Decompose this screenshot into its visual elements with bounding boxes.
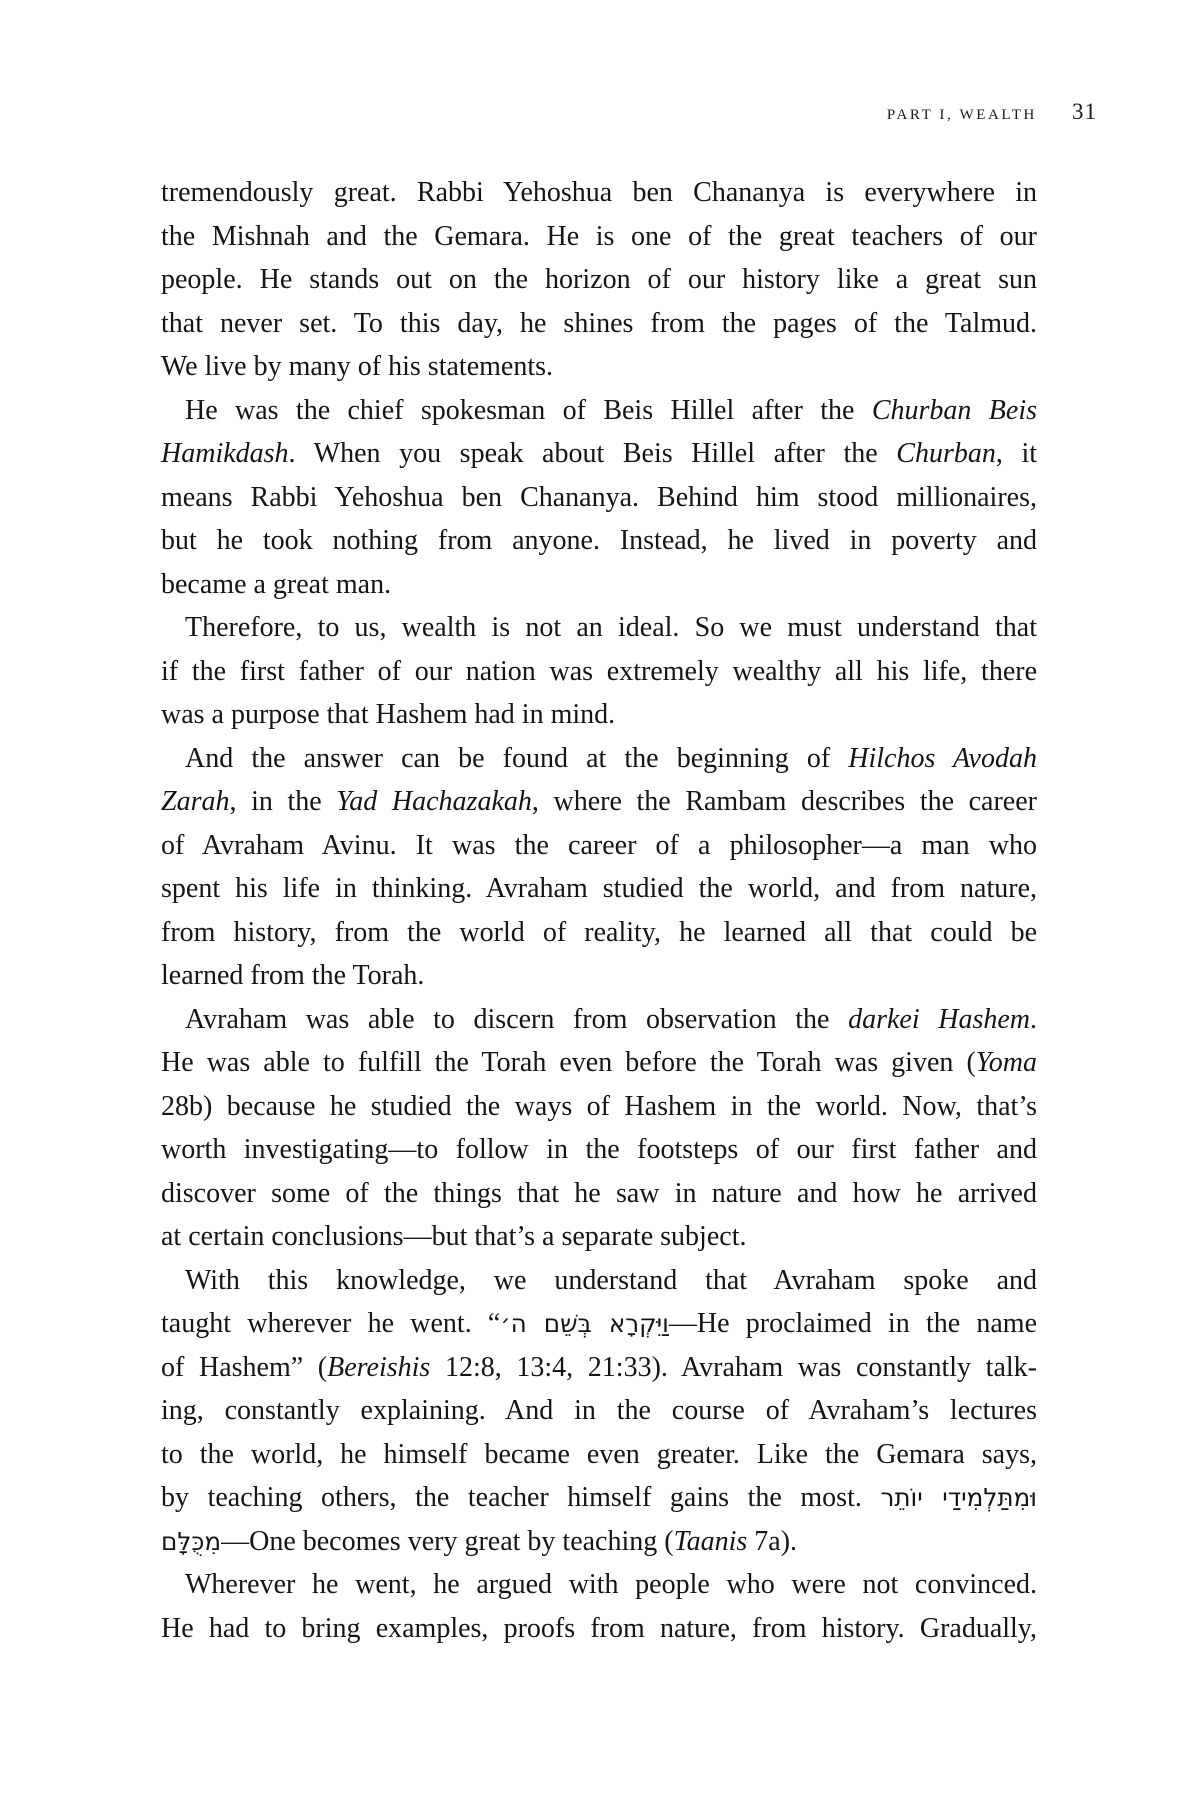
text-line [161,519,1037,563]
text-run: the Mishnah and the Gemara. He is one of the great teachers of our [161,220,1037,252]
text-run: , where the Rambam describes the career [531,786,1037,817]
text-run: learned from the Torah. [161,960,425,991]
text-line [161,302,1037,346]
text-line [161,780,1037,824]
paragraph [161,998,1037,1259]
running-title: PART I, WEALTH [886,107,1037,123]
text-run: spent his life in thinking. Avraham studied the world, and from nature, [161,873,1037,904]
text-line [161,911,1037,955]
hebrew-phrase: מִכֻּלָּם [161,1526,222,1556]
paragraph [161,389,1037,607]
text-line [161,693,1037,737]
text-run: . When you speak about Beis Hillel after the [288,438,897,469]
text-line [161,1607,1037,1651]
text-line [161,171,1037,215]
italic-term: Zarah [161,786,230,817]
text-line [161,824,1037,868]
italic-term: Hilchos Avodah [848,742,1037,774]
text-line [161,737,1037,781]
text-run: —He proclaimed in the name [668,1308,1038,1339]
text-run: He was able to fulfill the Torah even before the Torah was given ( [161,1047,976,1078]
text-run: taught wherever he went. “ [161,1308,501,1339]
text-run: of Hashem” ( [161,1351,328,1383]
text-run: that never set. To this day, he shines from the pages of the Talmud. [161,307,1037,339]
italic-term: Yoma [975,1047,1037,1078]
text-line [161,1259,1037,1303]
text-line [161,1128,1037,1172]
text-line [161,215,1037,259]
text-line [161,345,1037,389]
text-line [161,1215,1037,1259]
text-line [161,998,1037,1042]
text-run: people. He stands out on the horizon of our history like a great sun [161,264,1037,295]
paragraph [161,171,1037,389]
text-run: discover some of the things that he saw in nature and how he arrived [161,1177,1037,1209]
text-line [161,1433,1037,1477]
text-run: —One becomes very great by teaching ( [221,1525,674,1557]
text-run: means Rabbi Yehoshua ben Chananya. Behind him stood millionaires, [161,481,1037,513]
text-run: 28b) because he studied the ways of Hashem in the world. Now, that’s [161,1090,1037,1122]
text-line [161,1563,1037,1607]
text-line [161,476,1037,520]
text-line [161,1085,1037,1129]
text-run: worth investigating—to follow in the footsteps of our first father and [161,1134,1037,1165]
hebrew-phrase: וּמִתַּלְמִידַי יוֹתֵר [880,1483,1037,1512]
italic-term: Hamikdash [161,438,289,469]
text-run: to the world, he himself became even greater. Like the Gemara says, [161,1438,1037,1470]
hebrew-phrase: וַיִּקְרָא בְּשֵׁם ה׳ [500,1309,669,1338]
text-line [161,1520,1037,1564]
text-run: at certain conclusions—but that’s a separate subject. [161,1221,747,1252]
text-line [161,650,1037,694]
italic-term: darkei Hashem [848,1003,1031,1035]
paragraph [161,737,1037,998]
text-run: by teaching others, the teacher himself gains the most. [161,1482,881,1513]
text-run: 12:8, 13:4, 21:33). Avraham was constantly talk- [430,1351,1037,1383]
italic-term: Taanis [673,1525,748,1557]
text-run: but he took nothing from anyone. Instead, he lived in poverty and [161,525,1037,556]
text-line [161,258,1037,302]
text-line [161,1476,1037,1520]
text-line [161,389,1037,433]
paragraph [161,1259,1037,1564]
text-run: Wherever he went, he argued with people who were not convinced. [185,1569,1037,1600]
text-run: Avraham was able to discern from observation the [185,1003,849,1035]
text-run: We live by many of his statements. [161,351,553,382]
page-number: 31 [1072,99,1097,124]
text-run: And the answer can be found at the beginning of [185,742,849,774]
text-line [161,563,1037,607]
text-run: was a purpose that Hashem had in mind. [161,699,616,730]
text-run: of Avraham Avinu. It was the career of a philosopher—a man who [161,829,1037,861]
text-line [161,867,1037,911]
page-body [161,171,1037,1650]
text-run: He was the chief spokesman of Beis Hillel after the [185,394,872,426]
italic-term: Bereishis [327,1351,431,1383]
italic-term: Yad Hachazakah [336,786,532,817]
text-line [161,954,1037,998]
text-run: He had to bring examples, proofs from nature, from history. Gradually, [161,1612,1037,1644]
italic-term: Churban [896,438,996,469]
text-run: from history, from the world of reality, he learned all that could be [161,916,1037,948]
text-line [161,1172,1037,1216]
text-line [161,432,1037,476]
running-header [887,99,1097,125]
text-run: tremendously great. Rabbi Yehoshua ben Chananya is everywhere in [161,177,1037,208]
paragraph [161,606,1037,737]
text-run: if the first father of our nation was extremely wealthy all his life, there [161,655,1037,687]
text-run: became a great man. [161,568,392,600]
text-line [161,1346,1037,1390]
text-run: , it [995,438,1037,469]
text-run: Therefore, to us, wealth is not an ideal. So we must understand that [185,612,1037,643]
text-run: With this knowledge, we understand that Avraham spoke and [185,1264,1037,1296]
text-line [161,1389,1037,1433]
text-run: . [1030,1003,1038,1035]
text-line [161,1041,1037,1085]
paragraph [161,1563,1037,1650]
text-line [161,1302,1037,1346]
text-run: , in the [229,786,337,817]
text-line [161,606,1037,650]
text-run: ing, constantly explaining. And in the course of Avraham’s lectures [161,1395,1037,1426]
text-run: 7a). [747,1525,798,1557]
italic-term: Churban Beis [871,394,1037,426]
